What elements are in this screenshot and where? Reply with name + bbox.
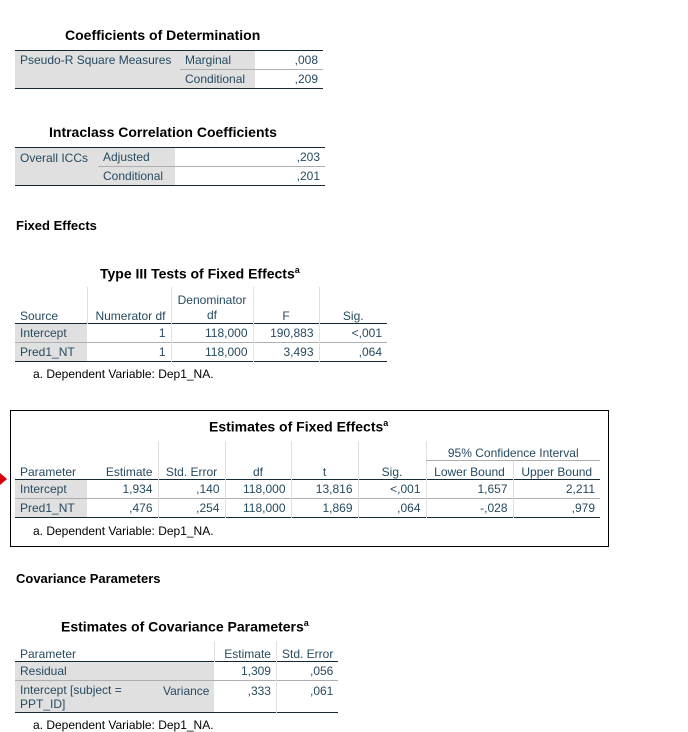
cov-residual-label: Residual [15,661,214,680]
selection-arrow-icon [0,473,7,485]
cov-title-sup: a [303,618,309,628]
table-row [15,323,387,342]
icc-label-conditional: Conditional [98,167,175,186]
estimates-cell[interactable]: ,979 [513,498,600,517]
icc-value-adjusted[interactable]: ,203 [175,148,325,167]
type3-table[interactable] [15,287,387,362]
cov-intercept-sublabel: Variance [158,680,214,712]
table-row [15,680,338,712]
cov-header-stderr: Std. Error [276,641,338,661]
type3-header-f: F [253,287,319,323]
coef-det-value-conditional[interactable]: ,209 [294,72,318,86]
cov-residual-stderr[interactable]: ,056 [276,661,338,680]
estimates-header-stderr: Std. Error [158,460,225,479]
cov-header-estimate: Estimate [214,641,276,661]
estimates-cell[interactable]: Intercept [15,479,87,498]
cov-intercept-label: Intercept [subject = PPT_ID] [15,680,158,712]
coef-det-value-marginal[interactable]: ,008 [255,51,323,70]
estimates-cell[interactable]: <,001 [358,479,426,498]
estimates-title-text: Estimates of Fixed Effects [209,418,384,435]
estimates-cell[interactable]: -,028 [426,498,513,517]
type3-header-source: Source [20,308,59,323]
coef-det-table[interactable] [15,50,323,89]
type3-header-numdf: Numerator df [87,287,171,323]
cov-header-parameter: Parameter [20,646,77,661]
type3-title-text: Type III Tests of Fixed Effects [100,265,295,282]
type3-cell[interactable]: 1 [158,325,166,340]
type3-cell[interactable]: 3,493 [253,342,319,361]
estimates-cell[interactable]: ,476 [129,500,153,515]
estimates-header-upper: Upper Bound [513,460,600,479]
estimates-header-parameter: Parameter [20,464,77,479]
estimates-cell[interactable]: 1,934 [122,481,153,496]
estimates-header-estimate: Estimate [105,464,153,479]
coef-det-label-conditional: Conditional [180,70,255,89]
estimates-cell[interactable]: Pred1_NT [15,498,87,517]
type3-title-sup: a [294,265,300,275]
cov-footnote: a. Dependent Variable: Dep1_NA. [33,718,214,732]
estimates-cell[interactable]: 2,211 [513,479,600,498]
cov-title-text: Estimates of Covariance Parameters [61,618,304,635]
icc-table[interactable] [15,147,325,186]
estimates-header-df: df [225,460,291,479]
coef-det-label-marginal: Marginal [180,51,255,70]
type3-footnote: a. Dependent Variable: Dep1_NA. [33,367,214,381]
type3-cell[interactable]: 1 [158,344,166,359]
cov-residual-estimate[interactable]: 1,309 [240,663,271,678]
type3-title [100,265,300,282]
icc-row-label: Overall ICCs [15,148,98,186]
icc-title: Intraclass Correlation Coefficients [49,124,277,140]
estimates-cell[interactable]: 118,000 [225,498,291,517]
cov-table[interactable] [15,641,338,713]
estimates-ci-header: 95% Confidence Interval [426,441,600,460]
type3-cell[interactable]: Intercept [15,323,87,342]
estimates-cell[interactable]: 1,657 [426,479,513,498]
estimates-title-sup: a [383,418,389,428]
estimates-cell[interactable]: ,254 [158,498,225,517]
type3-cell[interactable]: 118,000 [171,342,253,361]
estimates-header-t: t [291,460,358,479]
type3-cell[interactable]: 118,000 [171,323,253,342]
coef-det-title: Coefficients of Determination [65,27,261,43]
estimates-cell[interactable]: ,140 [158,479,225,498]
estimates-header-sig: Sig. [358,460,426,479]
type3-cell[interactable]: ,064 [319,342,387,361]
estimates-cell[interactable]: 118,000 [225,479,291,498]
table-row [15,479,600,498]
estimates-title [209,418,388,435]
table-row [15,498,600,517]
estimates-cell[interactable]: 13,816 [291,479,358,498]
type3-cell[interactable]: <,001 [319,323,387,342]
icc-label-adjusted: Adjusted [98,148,175,167]
type3-header-sig: Sig. [319,287,387,323]
icc-value-conditional[interactable]: ,201 [296,169,320,183]
estimates-header-lower: Lower Bound [426,460,513,479]
type3-header-dendf: Denominator df [171,287,253,323]
cov-title [61,618,309,635]
coef-det-row-label: Pseudo-R Square Measures [15,51,180,89]
estimates-footnote: a. Dependent Variable: Dep1_NA. [33,524,214,538]
estimates-cell[interactable]: ,064 [358,498,426,517]
table-row [15,342,387,361]
estimates-cell[interactable]: 1,869 [291,498,358,517]
estimates-table[interactable] [15,441,600,518]
cov-intercept-estimate[interactable]: ,333 [247,683,271,698]
type3-cell[interactable]: Pred1_NT [15,342,87,361]
cov-intercept-stderr[interactable]: ,061 [276,680,338,712]
covariance-heading: Covariance Parameters [16,571,161,586]
table-row [15,661,338,680]
fixed-effects-heading: Fixed Effects [16,218,97,233]
type3-cell[interactable]: 190,883 [253,323,319,342]
